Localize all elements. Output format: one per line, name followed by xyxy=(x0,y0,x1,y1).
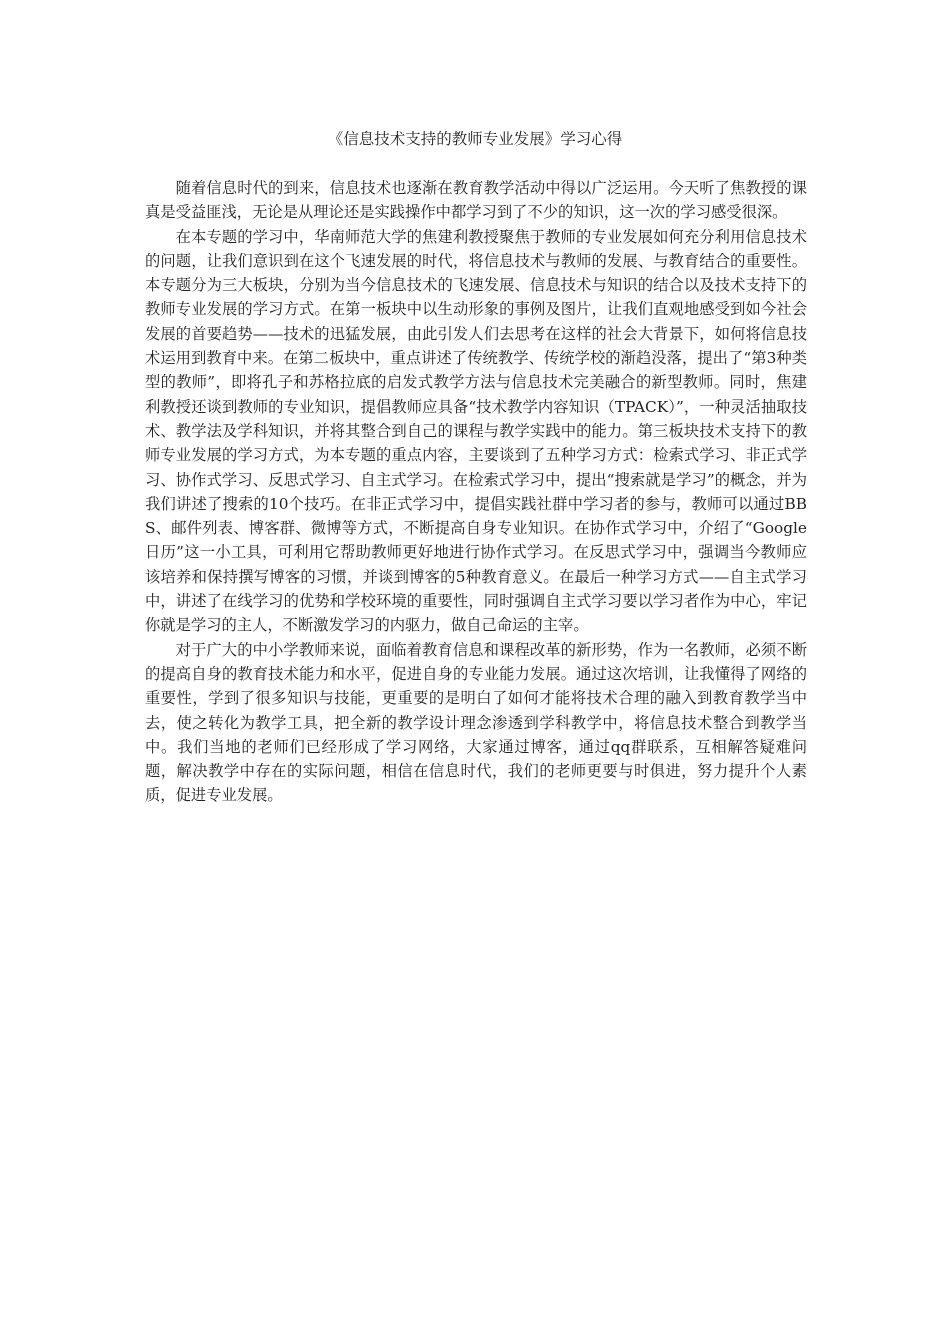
paragraph-intro: 随着信息时代的到来，信息技术也逐渐在教育教学活动中得以广泛运用。今天听了焦教授的课真是受益匪浅，无论是从理论还是实践操作中都学习到了不少的知识，这一次的学习感受很深。 xyxy=(145,179,807,222)
document-body xyxy=(145,176,807,808)
paragraph-topic-summary: 在本专题的学习中，华南师范大学的焦建利教授聚焦于教师的专业发展如何充分利用信息技术的问题，让我们意识到在这个飞速发展的时代，将信息技术与教师的发展、与教育结合的重要性。本专题分为三大板块，分别为当今信息技术的飞速发展、信息技术与知识的结合以及技术支持下的教师专业发展的学习方式。在第一板块中以生动形象的事例及图片，让我们直观地感受到如今社会发展的首要趋势——技术的迅猛发展，由此引发人们去思考在这样的社会大背景下，如何将信息技术运用到教育中来。在第二板块中，重点讲述了传统教学、传统学校的渐趋没落，提出了“第3种类型的教师”，即将孔子和苏格拉底的启发式教学方法与信息技术完美融合的新型教师。同时，焦建利教授还谈到教师的专业知识，提倡教师应具备“技术教学内容知识（TPACK）”，一种灵活抽取技术、教学法及学科知识，并将其整合到自己的课程与教学实践中的能力。第三板块技术支持下的教师专业发展的学习方式，为本专题的重点内容，主要谈到了五种学习方式：检索式学习、非正式学习、协作式学习、反思式学习、自主式学习。在检索式学习中，提出“搜索就是学习”的概念，并为我们讲述了搜索的10个技巧。在非正式学习中，提倡实践社群中学习者的参与，教师可以通过BBS、邮件列表、博客群、微博等方式，不断提高自身专业知识。在协作式学习中，介绍了“Google日历”这一小工具，可利用它帮助教师更好地进行协作式学习。在反思式学习中，强调当今教师应该培养和保持撰写博客的习惯，并谈到博客的5种教育意义。在最后一种学习方式——自主式学习中，讲述了在线学习的优势和学校环境的重要性，同时强调自主式学习要以学习者作为中心，牢记你就是学习的主人，不断激发学习的内驱力，做自己命运的主宰。 xyxy=(145,227,807,635)
paragraph-reflection: 对于广大的中小学教师来说，面临着教育信息和课程改革的新形势，作为一名教师，必须不断的提高自身的教育技术能力和水平，促进自身的专业能力发展。通过这次培训，让我懂得了网络的重要性，学到了很多知识与技能，更重要的是明白了如何才能将技术合理的融入到教育教学当中去，使之转化为教学工具，把全新的教学设计理念渗透到学科教学中，将信息技术整合到教学当中。我们当地的老师们已经形成了学习网络，大家通过博客，通过qq群联系，互相解答疑难问题，解决教学中存在的实际问题，相信在信息时代，我们的老师更要与时俱进，努力提升个人素质，促进专业发展。 xyxy=(145,640,807,805)
document-title: 《信息技术支持的教师专业发展》学习心得 xyxy=(327,130,623,148)
